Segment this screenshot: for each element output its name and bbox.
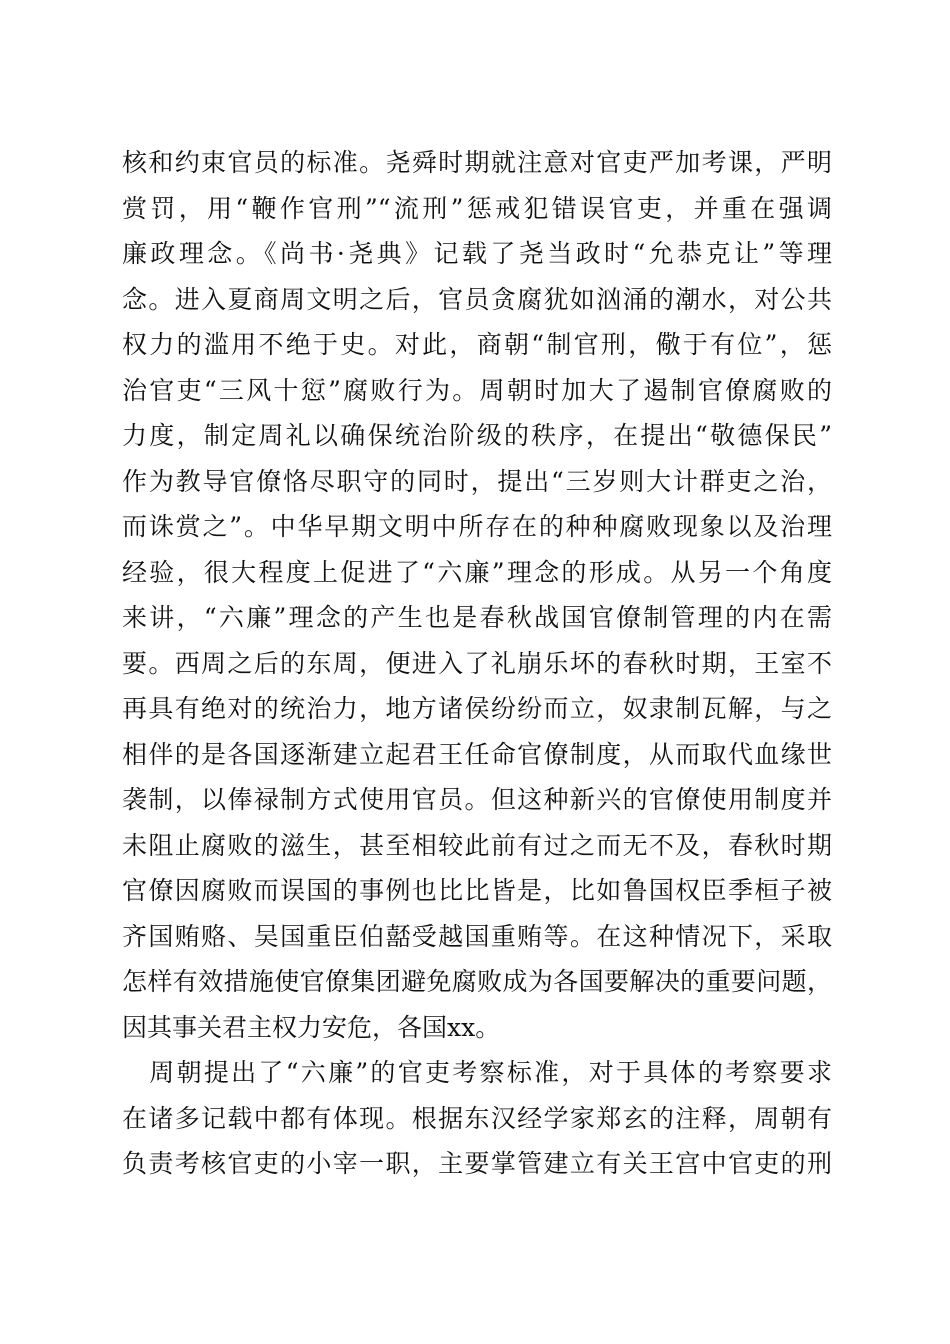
text-line: 未阻止腐败的滋生，甚至相较此前有过之而无不及，春秋时期 [122, 830, 832, 860]
text-line: 力度，制定周礼以确保统治阶级的秩序，在提出“敬德保民” [122, 421, 832, 450]
text-line: 经验，很大程度上促进了“六廉”理念的形成。从另一个角度 [122, 557, 832, 587]
text-line: 官僚因腐败而误国的事例也比比皆是，比如鲁国权臣季桓子被 [122, 876, 832, 905]
text-line: 周朝提出了“六廉”的官吏考察标准，对于具体的考察要求 [122, 1058, 832, 1087]
text-line: 齐国贿赂、吴国重臣伯嚭受越国重贿等。在这种情况下，采取 [122, 921, 832, 951]
text-line: 念。进入夏商周文明之后，官员贪腐犹如汹涌的潮水，对公共 [122, 284, 832, 314]
text-line: 核和约束官员的标准。尧舜时期就注意对官吏严加考课，严明 [122, 148, 832, 177]
document-body [122, 140, 832, 1187]
text-line: 再具有绝对的统治力，地方诸侯纷纷而立，奴隶制瓦解，与之 [122, 694, 832, 723]
text-line: 袭制，以俸禄制方式使用官员。但这种新兴的官僚使用制度并 [122, 785, 832, 814]
text-line: 因其事关君主权力安危，各国xx。 [122, 1012, 501, 1042]
paragraph-2 [122, 1050, 832, 1187]
text-line: 相伴的是各国逐渐建立起君王任命官僚制度，从而取代血缘世 [122, 739, 832, 769]
text-line: 作为教导官僚恪尽职守的同时，提出“三岁则大计群吏之治， [122, 466, 832, 496]
text-line: 治官吏“三风十愆”腐败行为。周朝时加大了遏制官僚腐败的 [122, 375, 832, 405]
text-line: 负责考核官吏的小宰一职，主要掌管建立有关王宫中官吏的刑 [122, 1149, 832, 1178]
text-line: 权力的滥用不绝于史。对此，商朝“制官刑，儆于有位”，惩 [122, 330, 832, 359]
text-line: 要。西周之后的东周，便进入了礼崩乐坏的春秋时期，王室不 [122, 648, 832, 678]
paragraph-1 [122, 140, 832, 1050]
text-line: 在诸多记载中都有体现。根据东汉经学家郑玄的注释，周朝有 [122, 1103, 832, 1133]
text-line: 来讲，“六廉”理念的产生也是春秋战国官僚制管理的内在需 [122, 603, 832, 632]
text-line: 赏罚，用“鞭作官刑”“流刑”惩戒犯错误官吏，并重在强调 [122, 193, 832, 223]
text-line: 而诛赏之”。中华早期文明中所存在的种种腐败现象以及治理 [122, 512, 832, 541]
text-line: 廉政理念。《尚书·尧典》记载了尧当政时“允恭克让”等理 [122, 239, 832, 268]
text-line: 怎样有效措施使官僚集团避免腐败成为各国要解决的重要问题， [122, 967, 832, 996]
